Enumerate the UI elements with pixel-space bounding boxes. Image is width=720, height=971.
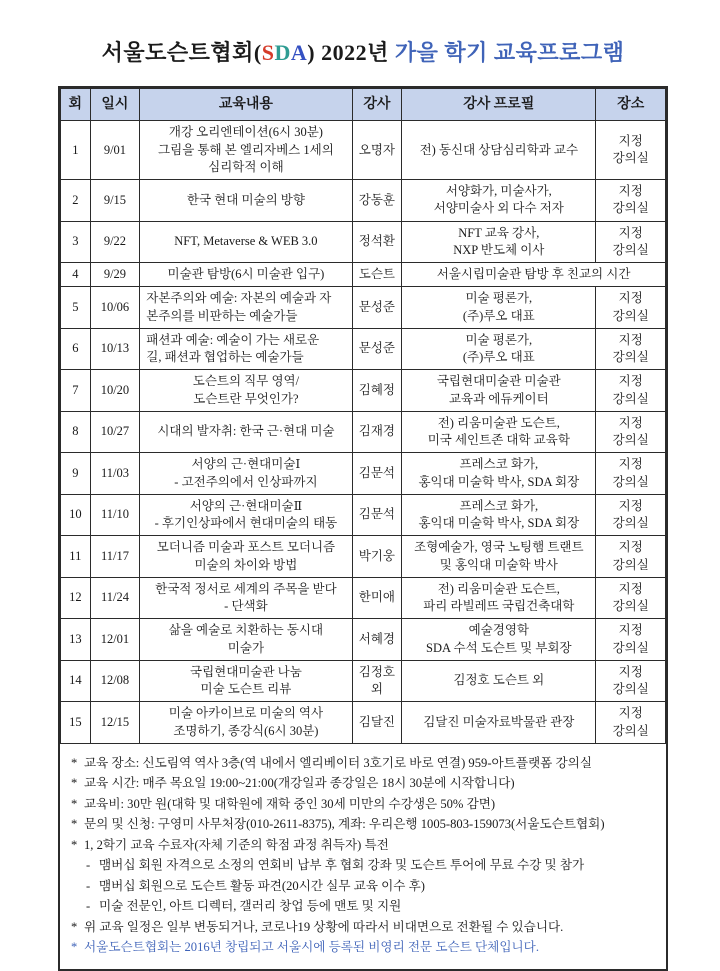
cell-content-line: 본주의를 비판하는 예술가들: [146, 308, 298, 323]
cell-session-no-line: 11: [69, 548, 82, 563]
cell-location-line: 지정: [618, 581, 643, 596]
cell-content-line: 길, 패션과 협업하는 예술가들: [146, 350, 304, 365]
note-text: 미술 전문인, 아트 디렉터, 갤러리 창업 등에 맨토 및 지원: [99, 899, 402, 914]
cell-profile: [402, 263, 666, 287]
cell-session-no-line: 8: [72, 424, 79, 439]
cell-profile: [402, 180, 596, 222]
cell-instructor-line: 도슨트: [358, 267, 396, 282]
table-row: [61, 577, 666, 619]
cell-session-no-line: 9: [72, 465, 79, 480]
cell-location-line: 강의실: [612, 723, 649, 738]
cell-location-line: 강의실: [612, 391, 649, 406]
cell-instructor-line: 김달진: [358, 714, 396, 729]
cell-location: [596, 619, 666, 661]
cell-date: [90, 221, 140, 263]
cell-profile-line: NFT 교육 강사,: [458, 225, 540, 240]
cell-profile-line: 김정호 도슨트 외: [453, 673, 545, 688]
cell-instructor: [352, 263, 402, 287]
asterisk-bullet: *: [71, 755, 78, 770]
note-item: [71, 814, 658, 835]
cell-location-line: 지정: [618, 457, 643, 472]
cell-location: [596, 494, 666, 536]
table-row: [61, 619, 666, 661]
column-header-2: 교육내용: [140, 89, 352, 121]
cell-content-line: - 단색화: [224, 599, 268, 614]
title-segment: S: [261, 40, 275, 65]
schedule-table-body: [61, 121, 666, 744]
cell-location-line: 지정: [618, 133, 643, 148]
cell-session-no-line: 2: [72, 192, 79, 207]
cell-profile: [402, 577, 596, 619]
asterisk-bullet: *: [71, 776, 78, 791]
cell-content-line: 국립현대미술관 나눔: [190, 664, 302, 679]
cell-content-line: NFT, Metaverse & WEB 3.0: [174, 234, 318, 249]
cell-date-line: 10/13: [100, 341, 130, 356]
cell-date: [90, 411, 140, 453]
note-text: 서울도슨트협회는 2016년 창립되고 서울시에 등록된 비영리 전문 도슨트 단체입니다.: [84, 940, 539, 955]
cell-location: [596, 411, 666, 453]
cell-content-line: 삶을 예술로 치환하는 동시대: [168, 623, 324, 638]
cell-session-no-line: 1: [72, 142, 79, 157]
cell-instructor: [352, 411, 402, 453]
cell-profile-line: 조형예술가, 영국 노팅햄 트랜트: [414, 540, 584, 555]
cell-content-line: 미술 도슨트 리뷰: [200, 682, 292, 697]
cell-profile-line: 프레스코 화가,: [459, 498, 539, 513]
dash-bullet: -: [86, 878, 91, 893]
cell-location: [596, 121, 666, 180]
cell-instructor-line: 김문석: [358, 465, 396, 480]
cell-instructor: [352, 180, 402, 222]
cell-session-no-line: 10: [69, 507, 82, 522]
cell-profile: [402, 370, 596, 412]
cell-session-no: [61, 180, 91, 222]
column-header-5: 장소: [596, 89, 666, 121]
cell-profile-line: 예술경영학: [468, 623, 529, 638]
note-text: 1, 2학기 교육 수료자(자체 기준의 학점 과정 취득자) 특전: [84, 837, 389, 852]
cell-session-no: [61, 121, 91, 180]
cell-location-line: 지정: [618, 184, 643, 199]
cell-session-no: [61, 328, 91, 370]
column-header-4: 강사 프로필: [402, 89, 596, 121]
table-row: [61, 702, 666, 744]
cell-date: [90, 577, 140, 619]
cell-content: [140, 287, 352, 329]
table-row: [61, 536, 666, 578]
cell-session-no-line: 14: [69, 673, 82, 688]
note-item: [71, 896, 658, 917]
cell-date: [90, 453, 140, 495]
cell-session-no-line: 13: [69, 631, 82, 646]
cell-date-line: 10/06: [100, 299, 130, 314]
cell-content-line: 자본주의와 예술: 자본의 예술과 자: [146, 291, 332, 306]
cell-location: [596, 660, 666, 702]
cell-date-line: 12/15: [100, 714, 130, 729]
cell-profile: [402, 221, 596, 263]
cell-date: [90, 536, 140, 578]
cell-location: [596, 536, 666, 578]
cell-date: [90, 660, 140, 702]
cell-instructor: [352, 660, 402, 702]
cell-session-no: [61, 494, 91, 536]
table-row: [61, 453, 666, 495]
cell-content: [140, 577, 352, 619]
cell-content-line: - 후기인상파에서 현대미술의 태동: [154, 516, 338, 531]
cell-date: [90, 287, 140, 329]
cell-session-no-line: 3: [72, 234, 79, 249]
cell-profile-line: NXP 반도체 이사: [453, 242, 545, 257]
cell-content: [140, 370, 352, 412]
cell-instructor: [352, 287, 402, 329]
cell-session-no: [61, 577, 91, 619]
cell-location-line: 강의실: [612, 557, 649, 572]
cell-profile-line: 홍익대 미술학 박사, SDA 회장: [418, 474, 580, 489]
dash-bullet: -: [86, 858, 91, 873]
cell-location: [596, 221, 666, 263]
table-row: [61, 411, 666, 453]
note-item: [71, 835, 658, 856]
cell-date-line: 12/01: [100, 631, 130, 646]
cell-date: [90, 180, 140, 222]
note-text: 맴버십 회원 자격으로 소정의 연회비 납부 후 협회 강좌 및 도슨트 투어에 무료 수강 및 참가: [99, 858, 585, 873]
cell-session-no-line: 5: [72, 299, 79, 314]
cell-session-no: [61, 536, 91, 578]
cell-date: [90, 619, 140, 661]
cell-instructor: [352, 619, 402, 661]
cell-date-line: 11/10: [100, 507, 129, 522]
cell-session-no: [61, 453, 91, 495]
cell-instructor: [352, 328, 402, 370]
cell-instructor-line: 김혜정: [358, 382, 396, 397]
cell-session-no-line: 6: [72, 341, 79, 356]
cell-content-line: 모더니즘 미술과 포스트 모더니즘: [156, 540, 336, 555]
cell-content-line: 개강 오리엔테이션(6시 30분): [168, 125, 323, 140]
cell-profile-line: 서울시립미술관 탐방 후 친교의 시간: [436, 267, 631, 282]
cell-content-line: 그림을 통해 본 엘리자베스 1세의: [158, 142, 334, 157]
asterisk-bullet: *: [71, 940, 78, 955]
cell-instructor-line: 정석환: [358, 234, 396, 249]
table-row: [61, 121, 666, 180]
cell-date-line: 11/03: [100, 465, 129, 480]
cell-date-line: 11/17: [100, 548, 129, 563]
cell-instructor-line: 서혜경: [358, 631, 396, 646]
cell-date-line: 10/27: [100, 424, 130, 439]
cell-session-no: [61, 370, 91, 412]
cell-content-line: 도슨트란 무엇인가?: [193, 391, 299, 406]
cell-profile: [402, 494, 596, 536]
cell-profile-line: 국립현대미술관 미술관: [436, 374, 561, 389]
cell-profile-line: 미술 평론가,: [465, 291, 533, 306]
cell-date: [90, 121, 140, 180]
cell-date-line: 9/22: [103, 234, 127, 249]
cell-content-line: - 고전주의에서 인상파까지: [174, 474, 318, 489]
cell-content: [140, 221, 352, 263]
cell-instructor: [352, 121, 402, 180]
table-header-row: [61, 89, 666, 121]
cell-instructor-line: 오명자: [358, 142, 396, 157]
cell-location-line: 강의실: [612, 599, 649, 614]
cell-profile: [402, 287, 596, 329]
cell-content: [140, 411, 352, 453]
asterisk-bullet: *: [71, 817, 78, 832]
cell-session-no: [61, 619, 91, 661]
table-row: [61, 221, 666, 263]
cell-location-line: 지정: [618, 498, 643, 513]
cell-location-line: 강의실: [612, 474, 649, 489]
cell-date: [90, 263, 140, 287]
cell-instructor-line: 문성준: [358, 341, 396, 356]
cell-profile: [402, 536, 596, 578]
note-text: 교육비: 30만 원(대학 및 대학원에 재학 중인 30세 미만의 수강생은 50% 감면): [84, 796, 496, 811]
cell-profile: [402, 121, 596, 180]
cell-date: [90, 702, 140, 744]
cell-profile-line: 파리 라빌레뜨 국립건축대학: [423, 599, 575, 614]
cell-location-line: 강의실: [612, 151, 649, 166]
cell-profile-line: 및 홍익대 미술학 박사: [439, 557, 558, 572]
cell-date: [90, 494, 140, 536]
cell-location: [596, 328, 666, 370]
cell-content-line: 조명하기, 종강식(6시 30분): [173, 723, 319, 738]
cell-profile: [402, 411, 596, 453]
cell-location: [596, 702, 666, 744]
cell-content: [140, 263, 352, 287]
cell-location-line: 강의실: [612, 516, 649, 531]
cell-content-line: 미술가: [227, 640, 265, 655]
cell-profile: [402, 328, 596, 370]
cell-content-line: 시대의 발자취: 한국 근·현대 미술: [157, 424, 335, 439]
cell-location-line: 강의실: [612, 242, 649, 257]
cell-location-line: 강의실: [612, 682, 649, 697]
cell-content-line: 한국적 정서로 세계의 주목을 받다: [155, 581, 337, 596]
cell-instructor: [352, 370, 402, 412]
cell-instructor-line: 김문석: [358, 507, 396, 522]
title-segment: 가을 학기 교육프로그램: [394, 40, 625, 65]
cell-instructor: [352, 536, 402, 578]
cell-profile: [402, 453, 596, 495]
cell-session-no: [61, 263, 91, 287]
table-row: [61, 263, 666, 287]
asterisk-bullet: *: [71, 837, 78, 852]
cell-content: [140, 453, 352, 495]
note-text: 교육 장소: 신도림역 역사 3층(역 내에서 엘리베이터 3호기로 바로 연결) 959-아트플랫폼 강의실: [84, 755, 592, 770]
cell-profile-line: 미술 평론가,: [465, 332, 533, 347]
cell-content-line: 패션과 예술: 예술이 가는 새로운: [146, 332, 320, 347]
cell-content-line: 서양의 근·현대미술Ⅰ: [191, 457, 301, 472]
cell-profile-line: (주)루오 대표: [462, 350, 535, 365]
title-segment: ) 2022년: [307, 40, 395, 65]
table-row: [61, 494, 666, 536]
cell-location-line: 강의실: [612, 433, 649, 448]
cell-location-line: 강의실: [612, 308, 649, 323]
cell-profile-line: SDA 수석 도슨트 및 부회장: [426, 640, 572, 655]
cell-location: [596, 577, 666, 619]
cell-profile-line: 전) 동신대 상담심리학과 교수: [419, 142, 579, 157]
cell-instructor-line: 강동훈: [358, 192, 396, 207]
cell-content: [140, 494, 352, 536]
cell-content: [140, 702, 352, 744]
note-item: [71, 876, 658, 897]
cell-session-no: [61, 287, 91, 329]
cell-content: [140, 121, 352, 180]
cell-instructor-line: 박기웅: [358, 548, 396, 563]
table-row: [61, 180, 666, 222]
column-header-1: 일시: [90, 89, 140, 121]
cell-instructor-line: 김정호: [358, 664, 396, 679]
cell-content-line: 심리학적 이해: [208, 159, 284, 174]
cell-profile: [402, 619, 596, 661]
cell-content: [140, 536, 352, 578]
cell-location-line: 강의실: [612, 350, 649, 365]
cell-location-line: 지정: [618, 540, 643, 555]
cell-profile-line: 미국 세인트존 대학 교육학: [427, 433, 570, 448]
page-title: [58, 36, 668, 67]
cell-instructor-line: 한미애: [358, 590, 396, 605]
table-row: [61, 660, 666, 702]
cell-date-line: 9/29: [103, 267, 127, 282]
cell-location-line: 지정: [618, 225, 643, 240]
cell-profile-line: 서양미술사 외 다수 저자: [433, 201, 564, 216]
dash-bullet: -: [86, 899, 91, 914]
cell-instructor-line: 문성준: [358, 299, 396, 314]
cell-content-line: 미술의 차이와 방법: [194, 557, 298, 572]
cell-profile-line: 교육과 에듀케이터: [448, 391, 549, 406]
cell-location-line: 강의실: [612, 640, 649, 655]
cell-instructor: [352, 221, 402, 263]
table-row: [61, 287, 666, 329]
notes-section: [60, 744, 666, 969]
cell-profile-line: 전) 리움미술관 도슨트,: [437, 581, 560, 596]
note-text: 교육 시간: 매주 목요일 19:00~21:00(개강일과 종강일은 18시 30분에 시작합니다): [84, 776, 515, 791]
cell-location: [596, 180, 666, 222]
cell-session-no-line: 15: [69, 714, 82, 729]
cell-date-line: 9/01: [103, 142, 127, 157]
schedule-box: [58, 86, 668, 971]
cell-content-line: 미술 아카이브로 미술의 역사: [168, 706, 324, 721]
note-item: [71, 937, 658, 958]
title-segment: A: [290, 40, 308, 65]
cell-content-line: 서양의 근·현대미술Ⅱ: [189, 498, 303, 513]
cell-instructor: [352, 702, 402, 744]
cell-date: [90, 370, 140, 412]
cell-profile: [402, 660, 596, 702]
cell-profile-line: 홍익대 미술학 박사, SDA 회장: [418, 516, 580, 531]
cell-content: [140, 619, 352, 661]
cell-session-no: [61, 221, 91, 263]
note-text: 문의 및 신청: 구영미 사무처장(010-2611-8375), 계좌: 우리은행 1005-803-159073(서울도슨트협회): [84, 817, 605, 832]
asterisk-bullet: *: [71, 919, 78, 934]
cell-location-line: 지정: [618, 706, 643, 721]
cell-location-line: 지정: [618, 291, 643, 306]
cell-profile-line: (주)루오 대표: [462, 308, 535, 323]
note-item: [71, 917, 658, 938]
cell-date: [90, 328, 140, 370]
cell-instructor: [352, 577, 402, 619]
cell-location: [596, 453, 666, 495]
cell-content: [140, 180, 352, 222]
cell-instructor-line: 김재경: [358, 424, 396, 439]
cell-date-line: 9/15: [103, 192, 127, 207]
cell-session-no: [61, 411, 91, 453]
cell-content-line: 미술관 탐방(6시 미술관 입구): [167, 267, 325, 282]
cell-location-line: 지정: [618, 374, 643, 389]
cell-instructor: [352, 494, 402, 536]
note-item: [71, 794, 658, 815]
cell-instructor-line: 외: [370, 682, 383, 697]
note-item: [71, 773, 658, 794]
column-header-0: 회: [61, 89, 91, 121]
note-item: [71, 855, 658, 876]
cell-location-line: 지정: [618, 623, 643, 638]
cell-location: [596, 287, 666, 329]
cell-profile-line: 전) 리움미술관 도슨트,: [437, 415, 560, 430]
cell-profile-line: 서양화가, 미술사가,: [445, 184, 552, 199]
cell-location-line: 지정: [618, 332, 643, 347]
cell-date-line: 11/24: [100, 590, 129, 605]
cell-profile-line: 프레스코 화가,: [459, 457, 539, 472]
cell-content-line: 한국 현대 미술의 방향: [186, 192, 305, 207]
table-row: [61, 370, 666, 412]
note-text: 위 교육 일정은 일부 변동되거나, 코로나19 상황에 따라서 비대면으로 전환될 수 있습니다.: [84, 919, 564, 934]
column-header-3: 강사: [352, 89, 402, 121]
cell-location-line: 지정: [618, 415, 643, 430]
cell-location-line: 강의실: [612, 201, 649, 216]
cell-profile-line: 김달진 미술자료박물관 관장: [423, 714, 575, 729]
cell-session-no-line: 4: [72, 267, 79, 282]
cell-profile: [402, 702, 596, 744]
title-segment: D: [274, 40, 291, 65]
cell-location: [596, 370, 666, 412]
title-segment: 서울도슨트협회(: [101, 40, 262, 65]
table-row: [61, 328, 666, 370]
schedule-table: [60, 88, 666, 744]
cell-session-no-line: 12: [69, 590, 82, 605]
note-text: 맴버십 회원으로 도슨트 활동 파견(20시간 실무 교육 이수 후): [99, 878, 425, 893]
cell-session-no: [61, 702, 91, 744]
cell-date-line: 10/20: [100, 382, 130, 397]
cell-session-no: [61, 660, 91, 702]
cell-location-line: 지정: [618, 664, 643, 679]
cell-content-line: 도슨트의 직무 영역/: [192, 374, 300, 389]
note-item: [71, 753, 658, 774]
cell-instructor: [352, 453, 402, 495]
cell-date-line: 12/08: [100, 673, 130, 688]
cell-session-no-line: 7: [72, 382, 79, 397]
cell-content: [140, 660, 352, 702]
asterisk-bullet: *: [71, 796, 78, 811]
cell-content: [140, 328, 352, 370]
